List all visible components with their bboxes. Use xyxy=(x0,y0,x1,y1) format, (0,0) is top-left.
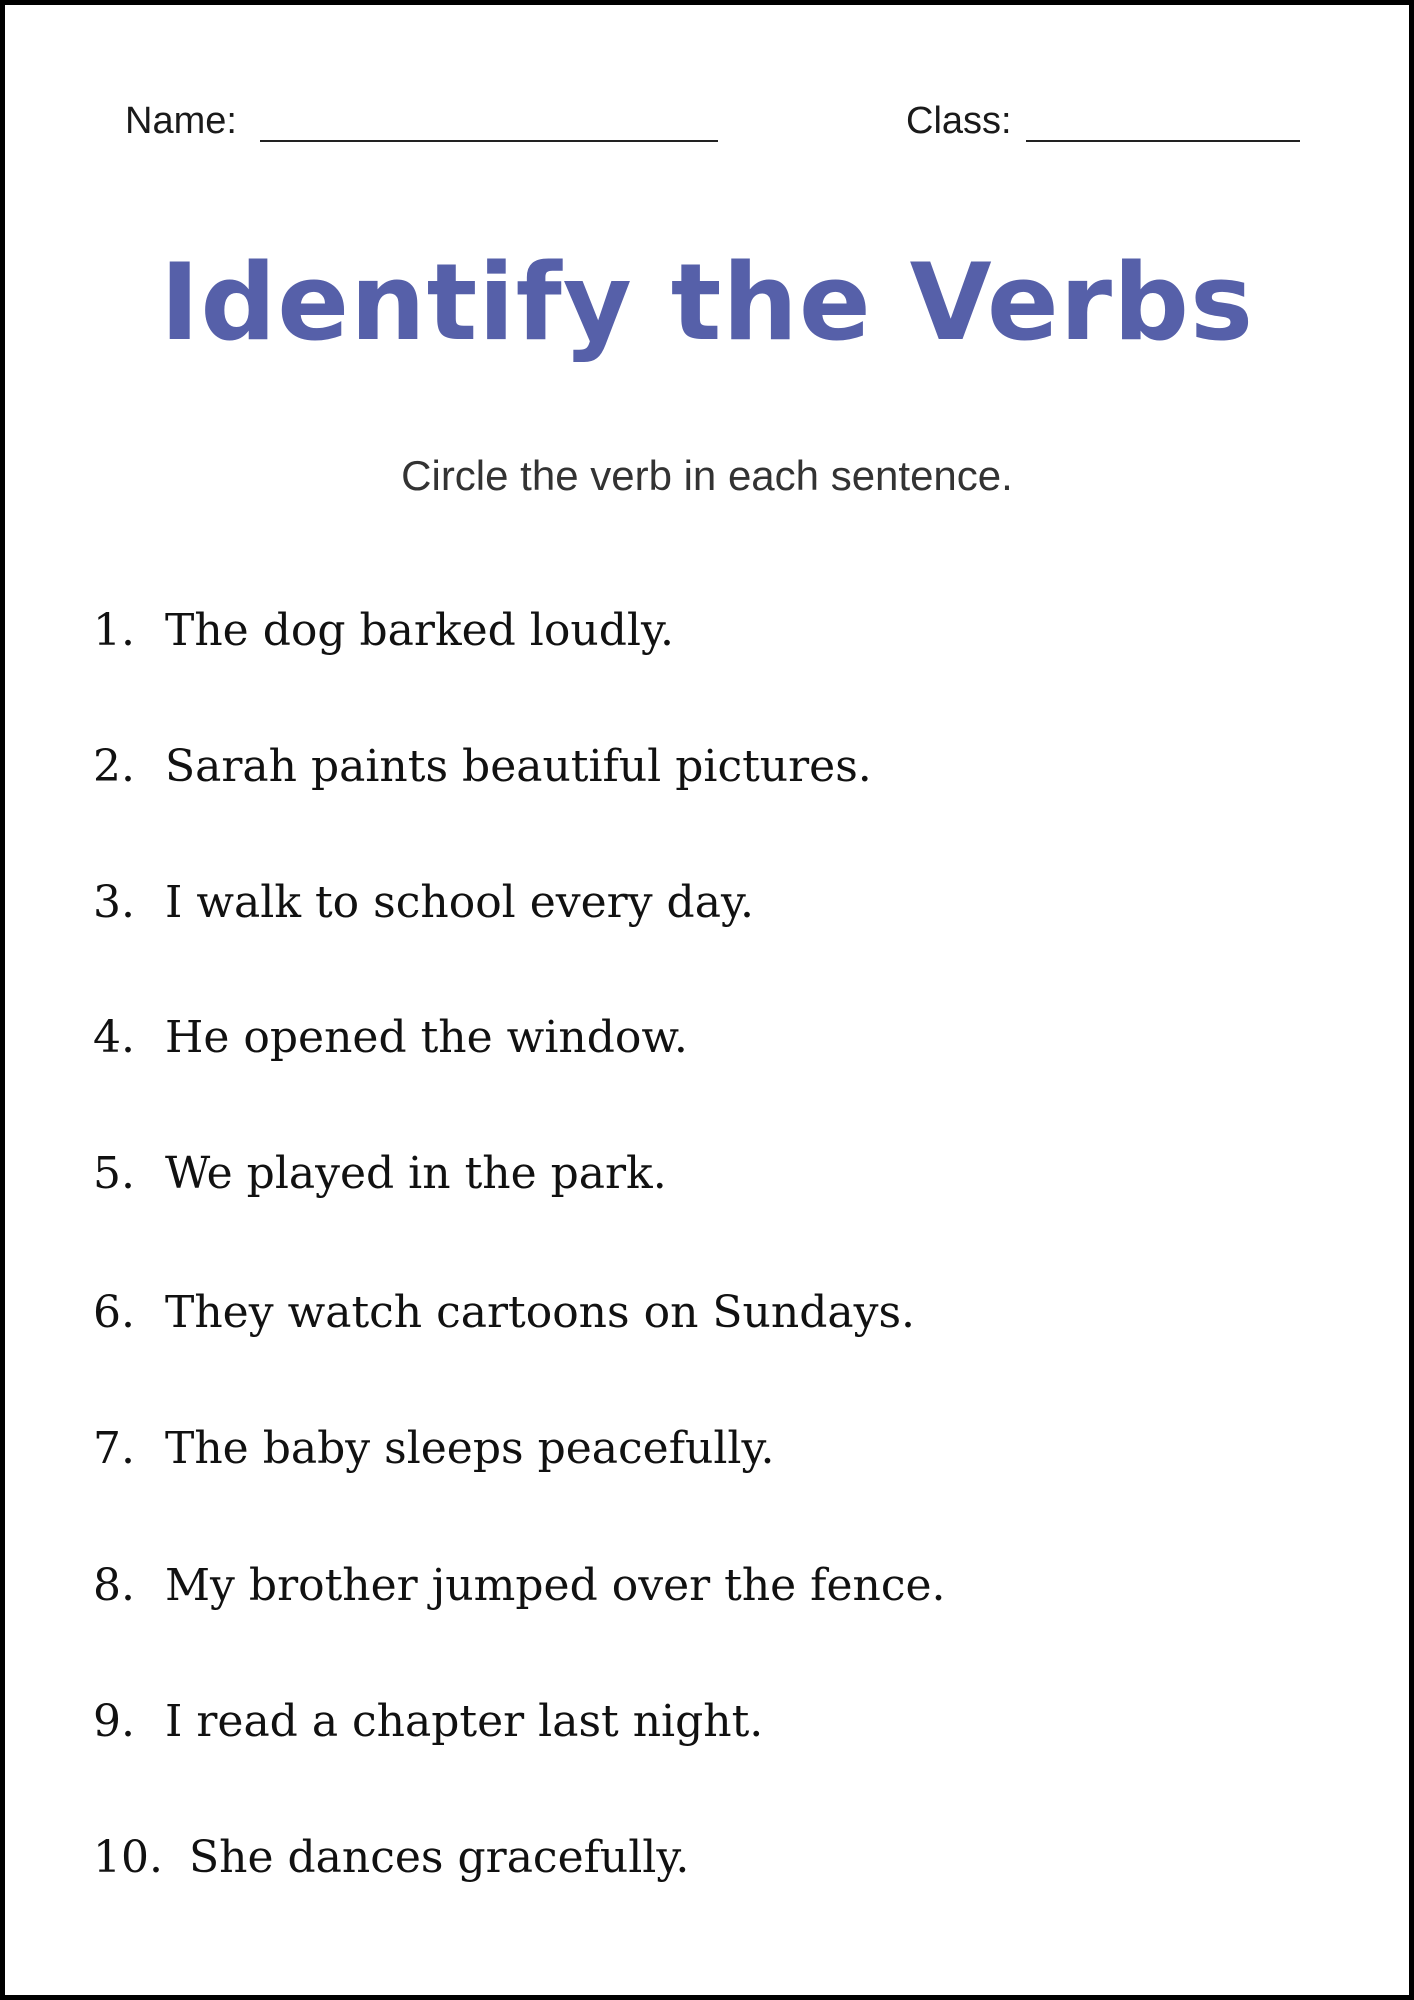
sentence-text[interactable]: He opened the window. xyxy=(165,1011,688,1063)
sentence-text[interactable]: My brother jumped over the fence. xyxy=(165,1559,946,1611)
worksheet-title: Identify the Verbs xyxy=(159,241,1255,364)
sentence-number: 7. xyxy=(93,1422,135,1474)
instructions: Circle the verb in each sentence. xyxy=(401,452,1013,499)
sentence-text[interactable]: She dances gracefully. xyxy=(189,1831,690,1883)
sentence-text[interactable]: We played in the park. xyxy=(165,1147,667,1199)
sentence-number: 2. xyxy=(93,740,135,792)
class-blank-line[interactable] xyxy=(1026,140,1300,142)
sentence-text[interactable]: They watch cartoons on Sundays. xyxy=(165,1286,916,1338)
sentence-number: 6. xyxy=(93,1286,135,1338)
sentence-number: 9. xyxy=(93,1695,135,1747)
sentence-text[interactable]: I read a chapter last night. xyxy=(165,1695,764,1747)
sentence-item xyxy=(93,600,674,660)
sentence-item xyxy=(93,1143,667,1203)
sentence-number: 5. xyxy=(93,1147,135,1199)
sentence-text[interactable]: Sarah paints beautiful pictures. xyxy=(165,740,872,792)
sentence-number: 3. xyxy=(93,876,135,928)
sentence-number: 1. xyxy=(93,604,135,656)
sentence-text[interactable]: I walk to school every day. xyxy=(165,876,754,928)
sentence-number: 8. xyxy=(93,1559,135,1611)
sentence-item xyxy=(93,1827,689,1887)
name-label: Name: xyxy=(125,100,237,142)
sentence-item xyxy=(93,1691,763,1751)
sentence-number: 4. xyxy=(93,1011,135,1063)
sentence-item xyxy=(93,1282,915,1342)
class-label: Class: xyxy=(906,100,1012,142)
sentence-item xyxy=(93,872,754,932)
name-blank-line[interactable] xyxy=(260,140,718,142)
sentence-text[interactable]: The dog barked loudly. xyxy=(165,604,674,656)
sentence-item xyxy=(93,1555,946,1615)
sentence-item xyxy=(93,1418,774,1478)
sentence-item xyxy=(93,1007,688,1067)
sentence-number: 10. xyxy=(93,1831,163,1883)
sentence-text[interactable]: The baby sleeps peacefully. xyxy=(165,1422,775,1474)
sentence-item xyxy=(93,736,872,796)
